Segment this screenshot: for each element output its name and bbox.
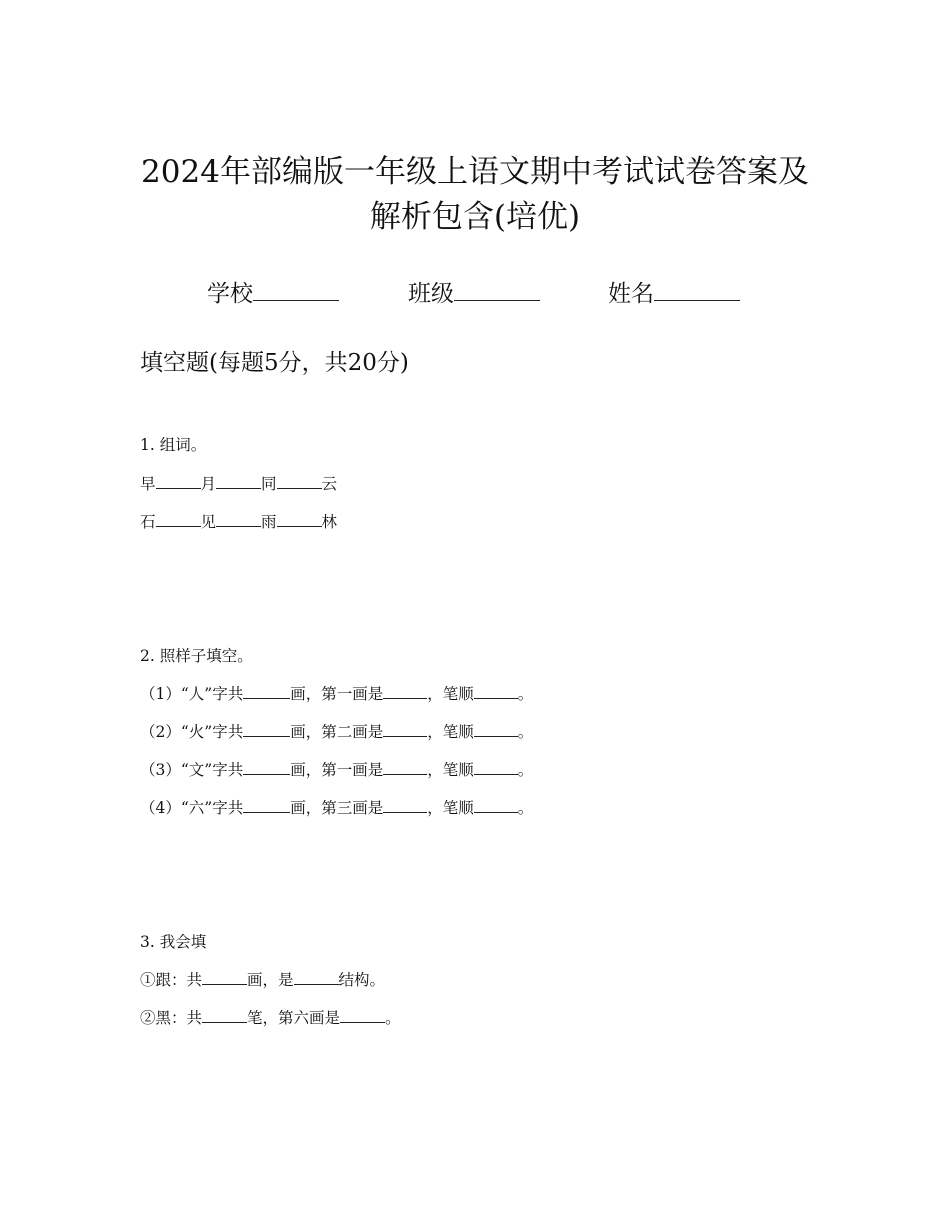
answer-blank[interactable] xyxy=(383,798,427,813)
class-label: 班级 xyxy=(408,281,454,307)
q2-item-1: （1）“人”字共 画，第一画是 ，笔顺 。 xyxy=(140,685,534,703)
q3-item-2: ②黑：共 笔，第六画是 。 xyxy=(140,1009,401,1027)
title-line-2: 解析包含(培优) xyxy=(369,199,581,235)
class-blank[interactable] xyxy=(454,278,540,301)
q2-stem: 2. 照样子填空。 xyxy=(140,647,253,665)
answer-blank[interactable] xyxy=(216,512,261,527)
answer-blank[interactable] xyxy=(474,798,518,813)
section-heading: 填空题(每题5分，共20分) xyxy=(140,350,409,376)
q2-item-2: （2）“火”字共 画，第二画是 ，笔顺 。 xyxy=(140,723,534,741)
answer-blank[interactable] xyxy=(243,760,290,775)
answer-blank[interactable] xyxy=(156,512,201,527)
answer-blank[interactable] xyxy=(277,474,322,489)
answer-blank[interactable] xyxy=(383,684,427,699)
q1-row-1: 早 月 同 云 xyxy=(140,475,338,493)
answer-blank[interactable] xyxy=(216,474,261,489)
answer-blank[interactable] xyxy=(202,1008,247,1023)
school-label: 学校 xyxy=(207,281,253,307)
school-blank[interactable] xyxy=(253,278,339,301)
name-blank[interactable] xyxy=(654,278,740,301)
q3-stem: 3. 我会填 xyxy=(140,933,207,951)
name-field[interactable] xyxy=(608,275,740,308)
q2-item-3: （3）“文”字共 画，第一画是 ，笔顺 。 xyxy=(140,761,534,779)
answer-blank[interactable] xyxy=(202,970,247,985)
title-line-1: 2024年部编版一年级上语文期中考试试卷答案及 xyxy=(141,154,809,190)
q1-stem: 1. 组词。 xyxy=(140,436,207,454)
class-field[interactable] xyxy=(408,275,540,308)
school-field[interactable] xyxy=(207,275,339,308)
answer-blank[interactable] xyxy=(383,760,427,775)
answer-blank[interactable] xyxy=(340,1008,385,1023)
answer-blank[interactable] xyxy=(474,722,518,737)
answer-blank[interactable] xyxy=(277,512,322,527)
answer-blank[interactable] xyxy=(243,684,290,699)
answer-blank[interactable] xyxy=(474,684,518,699)
q2-item-4: （4）“六”字共 画，第三画是 ，笔顺 。 xyxy=(140,799,534,817)
answer-blank[interactable] xyxy=(474,760,518,775)
q3-item-1: ①跟：共 画，是 结构。 xyxy=(140,971,386,989)
q1-row-2: 石 见 雨 林 xyxy=(140,513,338,531)
answer-blank[interactable] xyxy=(383,722,427,737)
document-title xyxy=(0,150,950,240)
answer-blank[interactable] xyxy=(243,722,290,737)
answer-blank[interactable] xyxy=(243,798,290,813)
answer-blank[interactable] xyxy=(294,970,339,985)
answer-blank[interactable] xyxy=(156,474,201,489)
name-label: 姓名 xyxy=(608,281,654,307)
